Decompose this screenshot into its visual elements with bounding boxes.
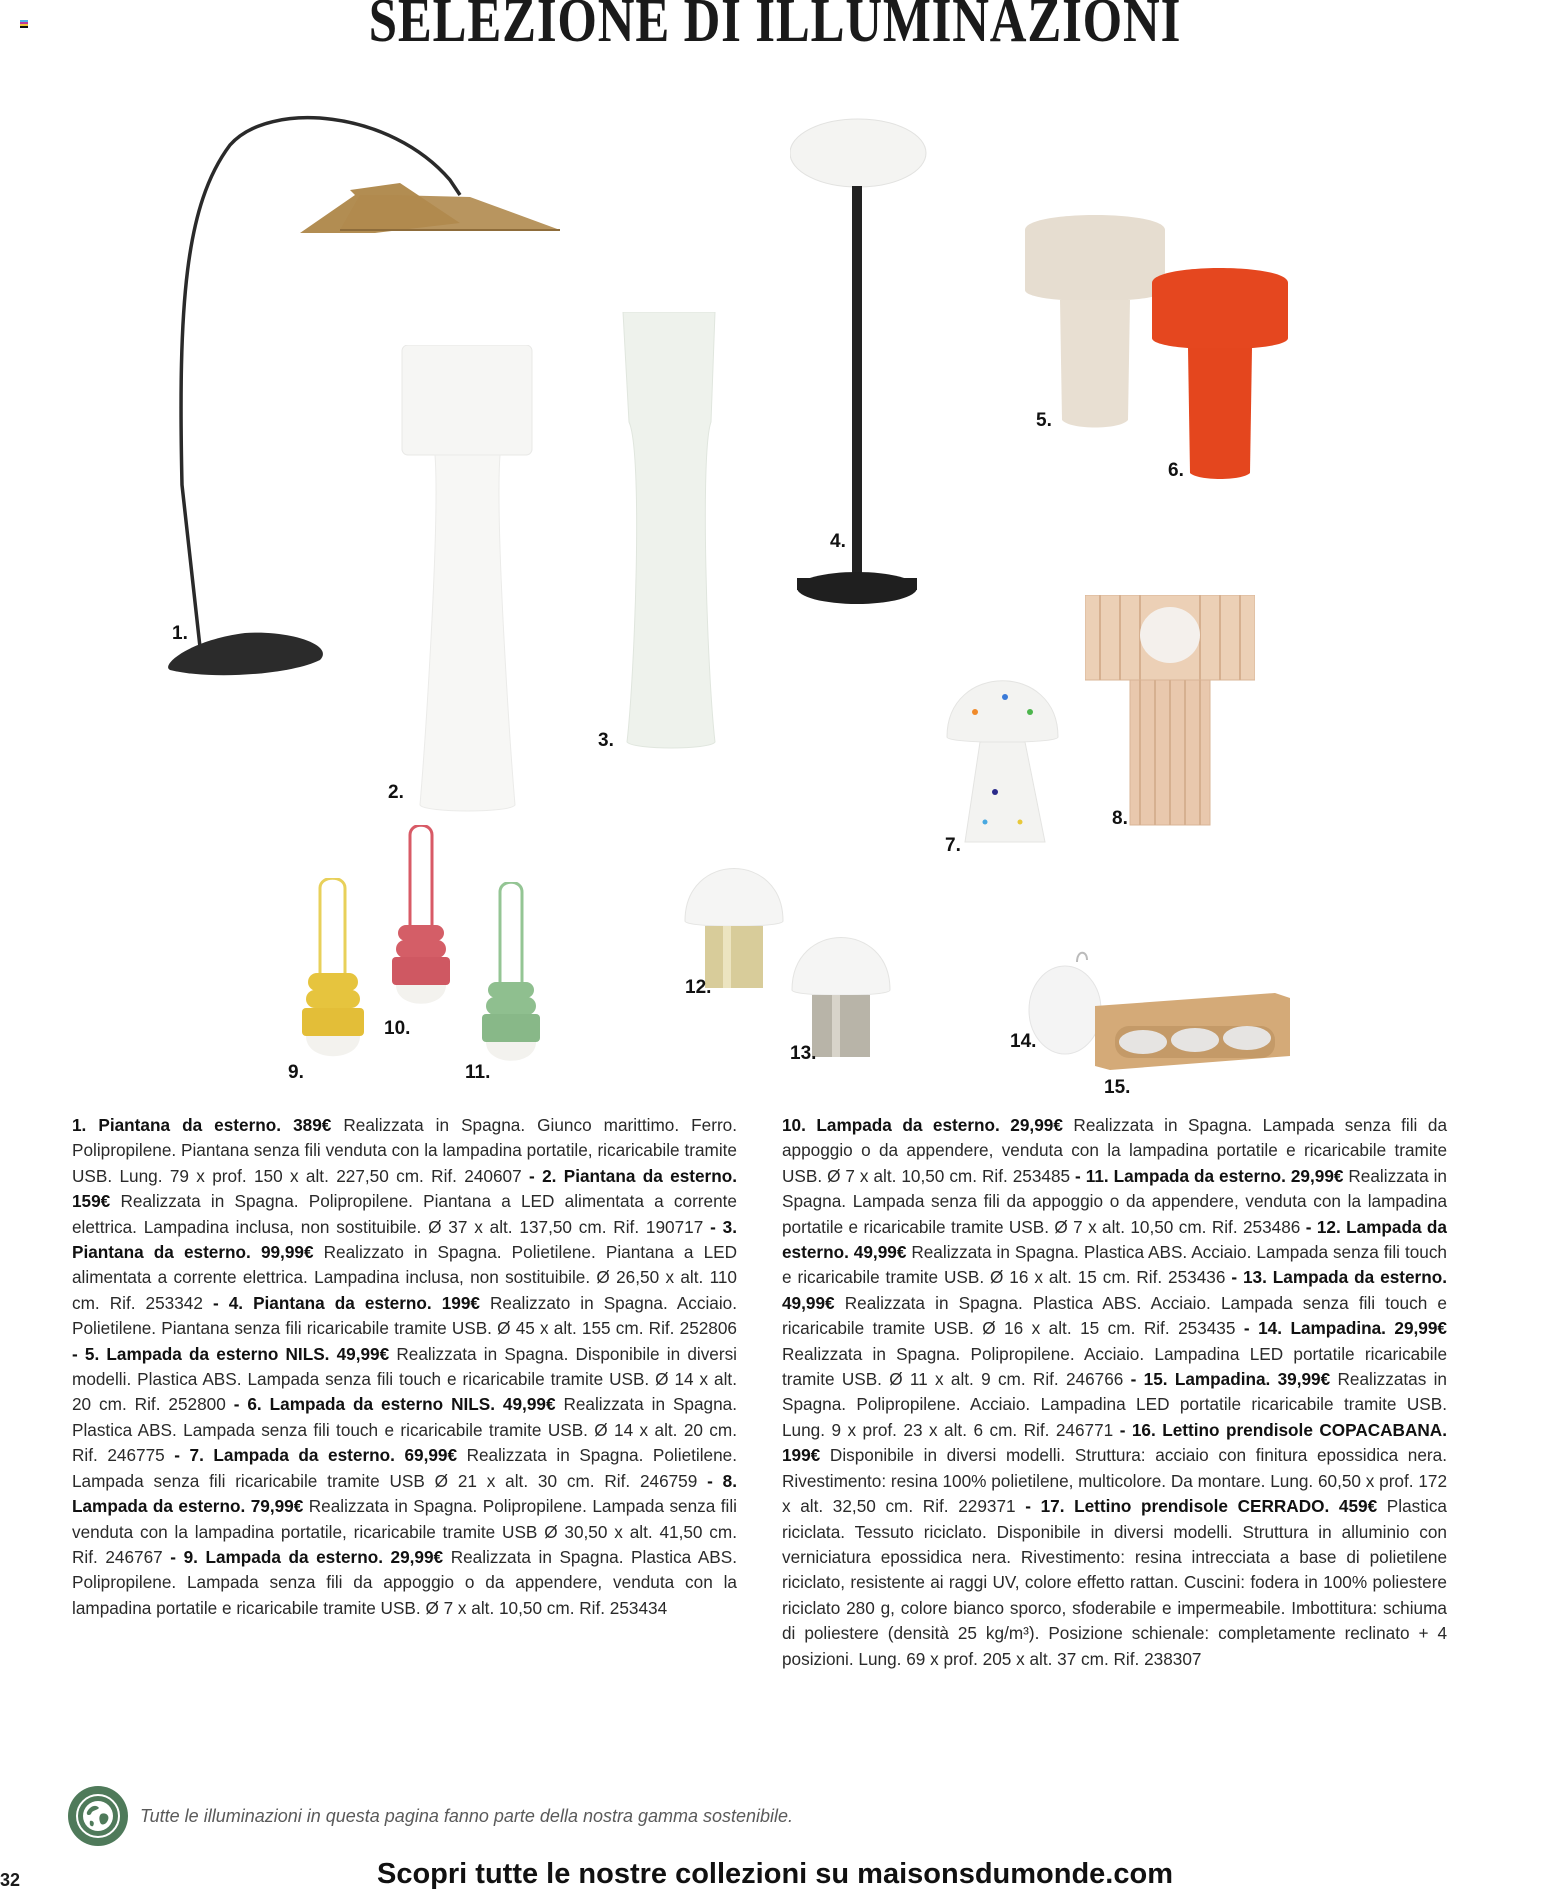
desc-text-4: Realizzato in Spagna. Acciaio. Polietilene. Piantana senza fili ricaricabile tramite USB. Ø 45 x alt. 155 cm. Rif. 252806 xyxy=(72,1292,737,1339)
gold-mushroom-lamp-icon xyxy=(683,866,785,991)
desc-text-5: Realizzata in Spagna. Disponibile in diversi modelli. Plastica ABS. Lampada senza fili touch e ricaricabile tramite USB. Ø 14 x alt. 20 cm. Rif. 252800 xyxy=(72,1343,737,1415)
product-descriptions-right xyxy=(782,1113,1447,1672)
desc-heading-8: - 8. Lampada da esterno. 79,99€ xyxy=(72,1470,737,1517)
green-hanging-lamp-icon xyxy=(480,882,540,1067)
product-number-7: 7. xyxy=(945,835,961,856)
orange-mushroom-lamp-icon xyxy=(1150,263,1290,483)
mushroom-floor-lamp-icon xyxy=(790,118,935,618)
desc-heading-17: - 17. Lettino prendisole CERRADO. 459€ xyxy=(1025,1496,1378,1517)
white-floor-lamp-icon xyxy=(400,345,535,815)
led-bulb-icon xyxy=(1025,950,1105,1055)
bulb-pack-box-icon xyxy=(1095,988,1290,1070)
product-8-rattan-lamp[interactable] xyxy=(1085,595,1255,830)
product-number-4: 4. xyxy=(830,531,846,552)
desc-heading-15: - 15. Lampadina. 39,99€ xyxy=(1130,1369,1331,1390)
product-11-hanging-lamp[interactable] xyxy=(480,882,540,1067)
desc-heading-6: - 6. Lampada da esterno NILS. 49,99€ xyxy=(233,1394,556,1415)
rattan-table-lamp-icon xyxy=(1085,595,1255,830)
product-2-floor-lamp[interactable] xyxy=(400,345,535,815)
desc-heading-2: - 2. Piantana da esterno. 159€ xyxy=(72,1165,738,1212)
product-12-mushroom-lamp[interactable] xyxy=(683,866,785,991)
desc-text-2: Realizzata in Spagna. Polipropilene. Piantana a LED alimentata a corrente elettrica. Lampadina inclusa, non sostituibile. Ø 37 x alt. 137,50 cm. Rif. 190717 xyxy=(72,1191,737,1237)
desc-heading-4: - 4. Piantana da esterno. 199€ xyxy=(212,1292,480,1313)
product-13-mushroom-lamp[interactable] xyxy=(790,935,892,1060)
desc-text-7: Realizzata in Spagna. Polietilene. Lampada senza fili ricaricabile tramite USB Ø 21 x alt. 30 cm. Rif. 246759 xyxy=(72,1445,737,1491)
page-title: SELEZIONE DI ILLUMINAZIONI xyxy=(368,0,1182,55)
desc-text-14: Realizzata in Spagna. Polipropilene. Acciaio. Lampadina LED portatile ricaricabile tramite USB. Ø 11 x alt. 9 cm. Rif. 246766 xyxy=(782,1343,1447,1390)
product-4-floor-lamp[interactable] xyxy=(790,118,935,618)
product-6-nils-lamp[interactable] xyxy=(1150,263,1290,483)
product-number-6: 6. xyxy=(1168,460,1184,481)
product-number-1: 1. xyxy=(172,623,188,644)
desc-text-13: Realizzata in Spagna. Plastica ABS. Acciaio. Lampada senza fili touch e ricaricabile tramite USB. Ø 16 x alt. 15 cm. Rif. 253435 xyxy=(782,1292,1447,1339)
desc-text-1: Realizzata in Spagna. Giunco marittimo. Ferro. Polipropilene. Piantana senza fili venduta con la lampadina portatile, ricaricabile tramite USB. Lung. 79 x prof. 150 x alt. 227,50 cm. Rif. 240607 xyxy=(72,1115,738,1186)
desc-text-16: Disponibile in diversi modelli. Struttura: acciaio con finitura epossidica nera. Rivestimento: resina 100% polietilene, multicolore. Da montare. Lung. 60,50 x prof. 172 x alt. 32,50 cm. Rif. 229371 xyxy=(782,1445,1447,1517)
desc-heading-7: - 7. Lampada da esterno. 69,99€ xyxy=(174,1445,458,1466)
beige-mushroom-lamp-icon xyxy=(1020,210,1170,430)
product-number-5: 5. xyxy=(1036,410,1052,431)
desc-heading-9: - 9. Lampada da esterno. 29,99€ xyxy=(170,1546,444,1567)
desc-text-11: Realizzata in Spagna. Lampada senza fili da appoggio o da appendere, venduta con la lampadina portatile e ricaricabile tramite USB. Ø 7 x alt. 10,50 cm. Rif. 253486 xyxy=(782,1165,1447,1237)
sustainable-range-text: Tutte le illuminazioni in questa pagina fanno parte della nostra gamma sostenibile. xyxy=(140,1805,794,1826)
product-7-mushroom-lamp[interactable] xyxy=(945,672,1060,847)
desc-heading-16: - 16. Lettino prendisole COPACABANA. 199€ xyxy=(782,1419,1447,1466)
product-15-bulb-pack[interactable] xyxy=(1095,988,1290,1070)
desc-heading-12: - 12. Lampada da esterno. 49,99€ xyxy=(782,1216,1447,1263)
desc-text-3: Realizzato in Spagna. Polietilene. Piantana a LED alimentata a corrente elettrica. Lampadina inclusa, non sostituibile. Ø 26,50 x alt. 110 cm. Rif. 253342 xyxy=(72,1242,738,1313)
red-hanging-lamp-icon xyxy=(390,825,450,1010)
terrazzo-mushroom-lamp-icon xyxy=(945,672,1060,847)
desc-text-9: Realizzata in Spagna. Plastica ABS. Polipropilene. Lampada senza fili da appoggio o da appendere, venduta con la lampadina portatile e ricaricabile tramite USB. Ø 7 x alt. 10,50 cm. Rif. 253434 xyxy=(72,1546,738,1618)
light-floor-lamp-icon xyxy=(615,312,725,752)
yellow-hanging-lamp-icon xyxy=(300,878,365,1063)
product-10-hanging-lamp[interactable] xyxy=(390,825,450,1010)
desc-text-8: Realizzata in Spagna. Polipropilene. Lampada senza fili venduta con la lampadina portatile, ricaricabile tramite USB Ø 30,50 x alt. 41,50 cm. Rif. 246767 xyxy=(72,1496,737,1567)
product-number-9: 9. xyxy=(288,1062,304,1083)
desc-heading-11: - 11. Lampada da esterno. 29,99€ xyxy=(1075,1165,1344,1186)
product-number-14: 14. xyxy=(1010,1031,1037,1052)
desc-text-10: Realizzata in Spagna. Lampada senza fili da appoggio o da appendere, venduta con la lampadina portatile e ricaricabile tramite USB. Ø 7 x alt. 10,50 cm. Rif. 253485 xyxy=(782,1115,1447,1186)
page-number: 32 xyxy=(0,1870,21,1890)
product-descriptions-left xyxy=(72,1113,737,1621)
product-number-2: 2. xyxy=(388,782,404,803)
desc-text-15: Realizzatas in Spagna. Polipropilene. Acciaio. Lampadina LED portatile ricaricabile tramite USB. Lung. 9 x prof. 23 x alt. 6 cm. Rif. 246771 xyxy=(782,1369,1447,1440)
desc-text-6: Realizzata in Spagna. Plastica ABS. Lampada senza fili touch e ricaricabile tramite USB. Ø 14 x alt. 20 cm. Rif. 246775 xyxy=(72,1394,737,1466)
desc-heading-3: - 3. Piantana da esterno. 99,99€ xyxy=(72,1216,737,1263)
product-number-13: 13. xyxy=(790,1043,817,1064)
product-number-8: 8. xyxy=(1112,808,1128,829)
product-number-12: 12. xyxy=(685,977,712,998)
desc-heading-5: - 5. Lampada da esterno NILS. 49,99€ xyxy=(72,1343,390,1364)
product-number-10: 10. xyxy=(384,1018,411,1039)
desc-heading-1: 1. Piantana da esterno. 389€ xyxy=(72,1115,332,1135)
desc-heading-10: 10. Lampada da esterno. 29,99€ xyxy=(782,1115,1063,1135)
desc-text-12: Realizzata in Spagna. Plastica ABS. Acciaio. Lampada senza fili touch e ricaricabile tramite USB. Ø 16 x alt. 15 cm. Rif. 253436 xyxy=(782,1242,1447,1288)
product-number-11: 11. xyxy=(465,1062,491,1083)
product-number-15: 15. xyxy=(1104,1077,1131,1098)
desc-heading-14: - 14. Lampadina. 29,99€ xyxy=(1243,1318,1447,1339)
desc-heading-13: - 13. Lampada da esterno. 49,99€ xyxy=(782,1267,1447,1313)
silver-mushroom-lamp-icon xyxy=(790,935,892,1060)
print-color-marks xyxy=(20,20,28,28)
product-5-nils-lamp[interactable] xyxy=(1020,210,1170,430)
product-14-bulb[interactable] xyxy=(1025,950,1105,1055)
product-9-hanging-lamp[interactable] xyxy=(300,878,365,1063)
sustainable-range-note xyxy=(68,1786,793,1846)
product-3-floor-lamp[interactable] xyxy=(615,312,725,752)
desc-text-17: Plastica riciclata. Tessuto riciclato. Disponibile in diversi modelli. Struttura in alluminio con verniciatura epossidica nera. Rivestimento: resina intrecciata a base di polietilene riciclato, resistente ai raggi UV, colore effetto rattan. Cuscini: fodera in 100% poliestere riciclato 280 g, colore bianco sporco, sfoderabile e impermeabile. Imbottitura: schiuma di poliestere (densità 25 kg/m³). Posizione schienale: completamente reclinato + 4 posizioni. Lung. 69 x prof. 205 x alt. 37 cm. Rif. 238307 xyxy=(782,1496,1447,1669)
globe-icon xyxy=(68,1786,128,1846)
website-cta[interactable]: Scopri tutte le nostre collezioni su maisonsdumonde.com xyxy=(376,1858,1173,1890)
product-number-3: 3. xyxy=(598,730,614,751)
